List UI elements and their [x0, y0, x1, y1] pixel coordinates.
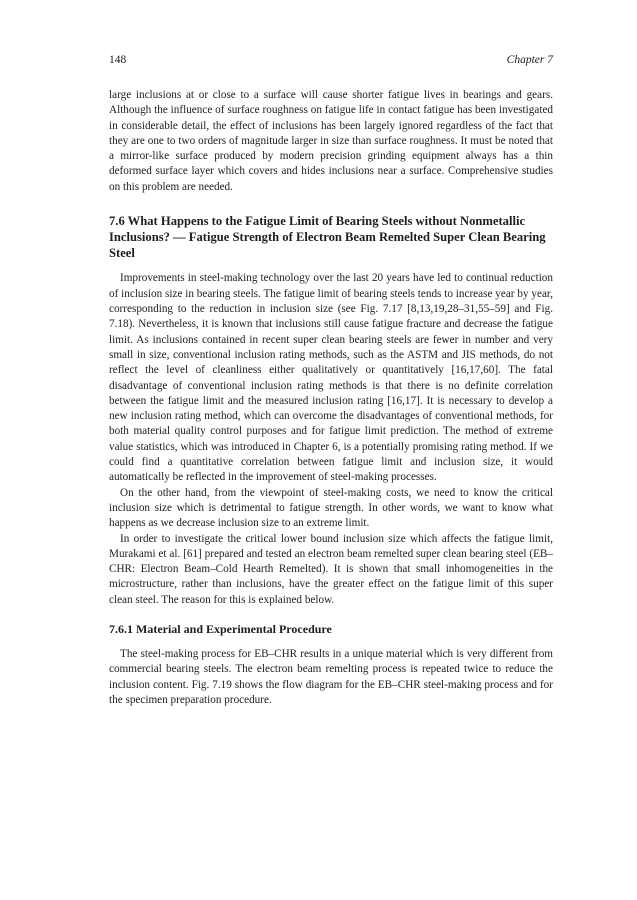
book-page	[109, 54, 553, 708]
section-title: 7.6 What Happens to the Fatigue Limit of Bearing Steels without Nonmetallic Inclusions? — Fatigue Strength of Electron Beam Remelted Super Clean Bearing Steel	[109, 214, 546, 260]
section-paragraph-3: In order to investigate the critical lower bound inclusion size which affects the fatigue limit, Murakami et al. [61] prepared and tested an electron beam remelted super clean bearing steel (EB–CHR: Electron Beam–Cold Hearth Remelted). It is shown that small inhomogeneities in the microstructure, rather than inclusions, have the greater effect on the fatigue limit of this super clean steel. The reason for this is explained below.	[109, 532, 553, 606]
page-number: 148	[109, 54, 127, 66]
subsection-title: 7.6.1 Material and Experimental Procedure	[109, 622, 332, 636]
intro-paragraph: large inclusions at or close to a surface will cause shorter fatigue lives in bearings and gears. Although the influence of surface roughness on fatigue life in contact fatigue has been investigated in considerable detail, the effect of inclusions has been largely ignored regardless of the fact that they are one to two orders of magnitude larger in size than surface roughness. It must be noted that a mirror-like surface produced by modern precision grinding equipment always has a thin deformed surface layer which covers and hides inclusions near a surface. Comprehensive studies on this problem are needed.	[109, 89, 553, 193]
chapter-label: Chapter 7	[506, 54, 553, 66]
section-paragraph-2: On the other hand, from the viewpoint of steel-making costs, we need to know the critical inclusion size which is detrimental to fatigue strength. In other words, we want to know what happens as we decrease inclusion size to an extreme limit.	[109, 486, 553, 530]
section-paragraph-1: Improvements in steel-making technology over the last 20 years have led to continual reduction of inclusion size in bearing steels. The fatigue limit of bearing steels tends to increase year by year, corresponding to the reduction in inclusion size (see Fig. 7.17 [8,13,19,28–31,55–59] and Fig. 7.18). Nevertheless, it is known that inclusions still cause fatigue fracture and decrease the fatigue limit. As inclusions contained in recent super clean bearing steels are fewer in number and very small in size, conventional inclusion rating methods, such as the ASTM and JIS methods, do not reflect the level of cleanliness either qualitatively or quantitatively [16,17,60]. The fatal disadvantage of conventional inclusion rating methods is that there is no definite correlation between the fatigue limit and the measured inclusion rating [16,17]. It is necessary to develop a new inclusion rating method, which can overcome the disadvantages of conventional methods, for both material quality control purposes and for fatigue limit prediction. The method of extreme value statistics, which was introduced in Chapter 6, is a potentially promising rating method. If we could find a quantitative correlation between fatigue limit and inclusion size, it would automatically be reflected in the improvement of steel-making processes.	[109, 272, 553, 484]
running-header	[109, 54, 553, 74]
subsection-paragraph-1: The steel-making process for EB–CHR results in a unique material which is very different from commercial bearing steels. The electron beam remelting process is repeated twice to reduce the inclusion content. Fig. 7.19 shows the flow diagram for the EB–CHR steel-making process and for the specimen preparation procedure.	[109, 648, 553, 706]
